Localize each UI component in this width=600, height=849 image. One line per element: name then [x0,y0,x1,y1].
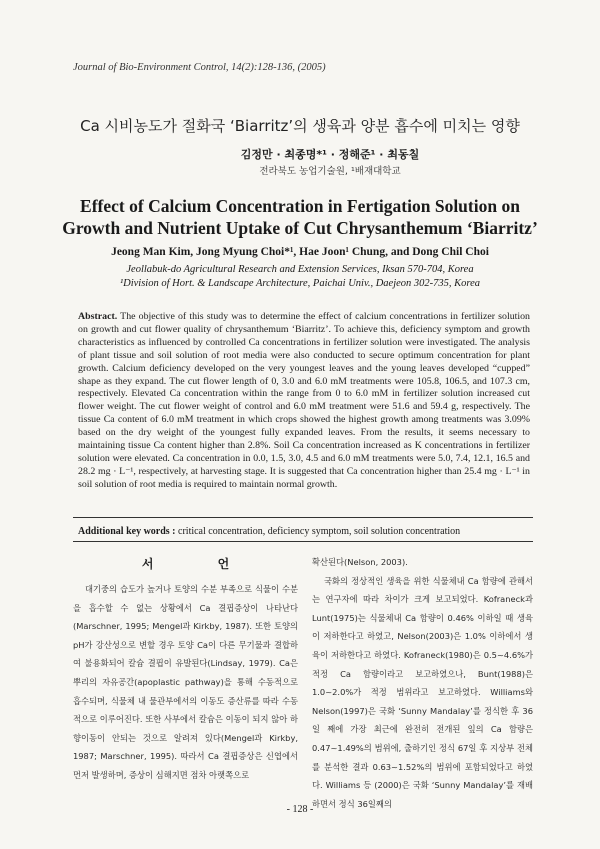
abstract-label: Abstract. [78,311,118,322]
keywords-label: Additional key words : [78,526,176,537]
intro-paragraph-1-cont: 확산된다(Nelson, 2003). [312,557,408,567]
english-title [40,195,560,239]
intro-paragraph-2: 국화의 정상적인 생육을 위한 식물체내 Ca 함량에 관해서는 연구자에 따라 차이가 크게 보고되었다. Kofraneck과 Lunt(1975)는 식물체내 Ca 함량이 0.46% 이하일 때 생육이 저하한다고 하였고, Nelson(2003)은 1.0% 이하에서 생육이 저하한다고 하였다. Kofraneck(1980)은 0.5~4.6%가 적정 Ca 함량이라고 보고하였으나, Bunt(1988)은 1.0~2.0%가 적정 범위라고 보고하였다. Williams와 Nelson(1997)은 국화 ‘Sunny Mandalay’를 정식한 후 36일 째에 가장 최근에 완전히 전개된 잎의 Ca 함량은 0.47~1.49%의 범위에, 출하기인 정식 67일 후 지상부 전체를 분석한 결과 0.63~1.52%의 범위에 포함되었다고 하였다. Williams 등 (2000)은 국화 ‘Sunny Mandalay’를 재배하면서 정식 36일째의 [312,575,533,809]
divider-bottom [73,541,533,542]
keywords [78,526,533,537]
divider-top [73,517,533,518]
left-column [73,557,298,785]
abstract [78,311,530,492]
korean-authors: 김정만 · 최종명*¹ · 정해준¹ · 최동칠 [240,148,420,161]
journal-citation: Journal of Bio-Environment Control, 14(2):128-136, (2005) [73,62,326,73]
english-affiliation-2: ¹Division of Hort. & Landscape Architecture, Paichai Univ., Daejeon 302-735, Korea [120,278,480,289]
english-affiliation-1: Jeollabuk-do Agricultural Research and Extension Services, Iksan 570-704, Korea [126,264,474,275]
english-authors: Jeong Man Kim, Jong Myung Choi*¹, Hae Joon¹ Chung, and Dong Chil Choi [111,246,489,258]
page-number: - 128 - [286,804,314,815]
intro-paragraph-1: 대기중의 습도가 높거나 토양의 수분 부족으로 식물이 수분을 흡수할 수 없는 상황에서 Ca 결핍증상이 나타난다(Marschner, 1995; Mengel과 Kirkby, 1987). 또한 토양의 pH가 강산성으로 변할 경우 토양 Ca이 다른 무기물과 결합하여 불용화되어 칼슘 결핍이 유발된다(Lindsay, 1979). Ca은 뿌리의 자유공간(apoplastic pathway)을 통해 수동적으로 흡수되며, 식물체 내 물관부에서의 이동도 증산류를 따라 수동적으로 이루어진다. 또한 사부에서 칼슘은 이동이 되지 않아 하향이동이 안되는 것으로 알려져 있다(Mengel과 Kirkby, 1987; Marschner, 1995). 따라서 Ca 결핍증상은 신엽에서 먼저 발생하며, 증상이 심해지면 점차 아랫쪽으로 [73,584,298,780]
korean-affiliation: 전라북도 농업기술원, ¹배재대학교 [259,166,401,177]
section-heading-intro: 서 언 [141,557,260,571]
english-title-line2: Growth and Nutrient Uptake of Cut Chrysanthemum ‘Biarritz’ [62,218,538,238]
abstract-text: The objective of this study was to determine the effect of calcium concentrations in fertilizer solution on growth and cut flower quality of chrysanthemum ‘Biarritz’. To achieve this, deficiency symptom and growth characteristics as influenced by controlled Ca concentrations in fertilizer solution were investigated. The analysis of plant tissue and soil solution of root media were also conducted to secure optimum concentration for plant growth. Calcium deficiency developed on the very youngest leaves and the young leaves developed “cupped” shape as they expand. The cut flower length of 0, 3.0 and 6.0 mM treatments were 105.8, 106.5, and 107.3 cm, respectively. Elevated Ca concentration within the range from 0 to 6.0 mM in fertilizer solution increased cut flower weight. The cut flower weight of control and 6.0 mM treatment were 51.6 and 59.4 g, respectively. The tissue Ca content of 6.0 mM treatment in which crops showed the highest growth among treatments was 3.09% based on the dry weight of the youngest fully expanded leaves. From the results, it seems necessary to maintaining tissue Ca content higher than 2.8%. Soil Ca concentration increased as K concentrations in fertilizer solution were elevated. Ca concentration in 0.0, 1.5, 3.0, 4.5 and 6.0 mM treatments were 5.0, 7.4, 12.1, 16.5 and 28.2 mg · L⁻¹, respectively, at harvesting stage. It is suggested that Ca concentration higher than 25.4 mg · L⁻¹ in soil solution of root media is required to maintain normal growth. [78,311,530,490]
english-title-line1: Effect of Calcium Concentration in Fertigation Solution on [80,196,520,216]
right-column [312,553,533,813]
korean-title: Ca 시비농도가 절화국 ‘Biarritz’의 생육과 양분 흡수에 미치는 영향 [80,117,520,135]
keywords-text: critical concentration, deficiency symptom, soil solution concentration [178,526,461,537]
